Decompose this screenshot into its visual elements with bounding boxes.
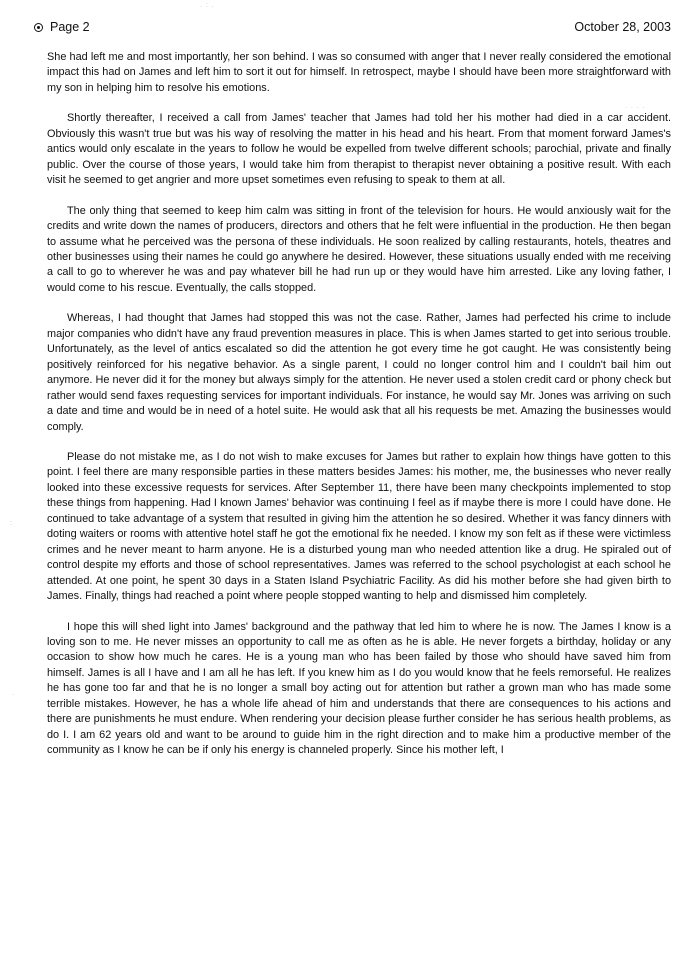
paragraph-plea: I hope this will shed light into James' background and the pathway that led him to where he is now. The James I know is a loving son to me. He never misses an opportunity to call me as often as he is able. He never forgets a birthday, holiday or any occasion to show how much he cares. He is a young man who has been failed by those who should have saved him from himself. James is all I have and I am all he has left. If you knew him as I do you would know that he feels remorseful. He realizes he has gone too far and that he is no longer a small boy acting out for attention but rather a grown man who has made some terrible mistakes. However, he has a whole life ahead of him and understands that there are consequences to his actions and there are punishments he must endure. When rendering your decision please further consider he has serious health problems, as do I. I am 62 years old and want to be around to guide him in the right direction and to make him a productive member of the community as I know he can be if only his energy is channeled properly. Since his mother left, I xyxy=(47,620,671,757)
bullet-icon xyxy=(34,23,43,32)
page-label-group xyxy=(34,19,90,35)
scan-artifact: . xyxy=(12,690,15,697)
page-header xyxy=(34,19,671,39)
paragraph-continuation: She had left me and most importantly, her son behind. I was so consumed with anger that I never really considered the emotional impact this had on James and left him to sort it out for himself. In retrospect, maybe I should have been more straightforward with my son in helping him to resolve his emotions. xyxy=(47,51,671,94)
letter-body xyxy=(47,50,671,759)
page-label: Page 2 xyxy=(50,20,90,34)
paragraph-television: The only thing that seemed to keep him calm was sitting in front of the television for hours. He would anxiously wait for the credits and write down the names of producers, directors and others that he felt were influential in the production. He then began to assume what he perceived was the persona of these individuals. He soon realized by calling restaurants, hotels, theatres and other businesses using their names he could go anywhere he desired. However, these situations usually ended with me receiving a call to go to wherever he was and pay whatever bill he had run up or they would have him arrested. Like any loving father, I would come to his rescue. Eventually, the calls stopped. xyxy=(47,204,671,294)
scan-artifact: . : . xyxy=(200,2,215,9)
scan-artifact: . . . . xyxy=(625,103,646,110)
letter-date: October 28, 2003 xyxy=(574,20,671,34)
paragraph-crime-escalation: Whereas, I had thought that James had stopped this was not the case. Rather, James had perfected his crime to include major companies who didn't have any fraud prevention measures in place. This is when James started to get into serious trouble. Unfortunately, as the level of antics escalated so did the attention he got every time he got caught. He was consistently being positively reinforced for his negative behavior. As a single parent, I could no longer control him and I couldn't bail him out anymore. He never did it for the money but always simply for the attention. He never used a stolen credit card or phony check but rather would send faxes requesting services for important individuals. For instance, he would say Mr. Jones was arriving on such a date and time and would be in need of a hotel suite. He would ask that all his requests be met. Amazing the businesses would comply. xyxy=(47,312,671,433)
paragraph-teacher-call: Shortly thereafter, I received a call from James' teacher that James had told her his mother had died in a car accident. Obviously this wasn't true but was his way of resolving the matter in his head and his heart. From that moment forward James's antics would only escalate in the years to follow he would be expelled from twelve different schools; parochial, private and finally public. Over the course of those years, I would take him from therapist to therapist never obtaining a positive result. With each visit he seemed to get angrier and more upset sometimes even refusing to speak to them at all. xyxy=(47,112,671,187)
scan-artifact: : xyxy=(10,520,13,527)
paragraph-responsibility: Please do not mistake me, as I do not wish to make excuses for James but rather to explain how things have gotten to this point. I feel there are many responsible parties in these matters besides James: his mother, me, the businesses who never really looked into these excessive requests for services. After September 11, there have been many checkpoints implemented to stop these things from happening. Had I known James' behavior was continuing I feel as if maybe there is more I could have done. He continued to take advantage of a system that resulted in giving him the attention he so desired. Whether it was fancy dinners with doting waiters or rooms with attentive hotel staff he got the emotional fix he needed. I know my son felt as if these were victimless crimes and he never meant to harm anyone. He is a disturbed young man who needed attention like a drug. He spiraled out of control despite my efforts and those of school representatives. James was referred to the school psychologist at each school he attended. At one point, he spent 30 days in a Staten Island Psychiatric Facility. As did his mother before she had given birth to James. Finally, things had reached a point where people stopped wanting to help and dismissed him completely. xyxy=(47,450,671,603)
